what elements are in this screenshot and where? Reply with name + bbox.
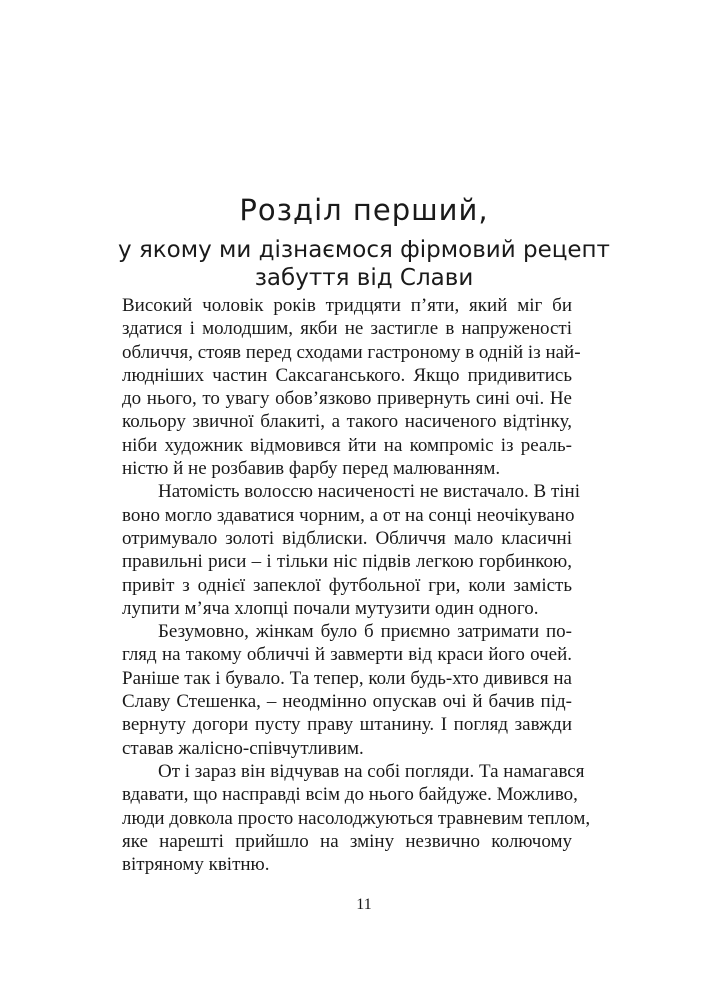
text-line: Високий чоловік років тридцяти п’яти, який міг би (122, 295, 572, 316)
text-line: вітряному квітню. (122, 854, 270, 876)
text-line: правильні риси – і тільки ніс підвів легкою горбинкою, (122, 551, 572, 573)
text-line: до нього, то увагу обов’язково привернуть сині очі. Не (122, 388, 572, 410)
text-line: Раніше так і бувало. Та тепер, коли будь-хто дивився на (122, 667, 572, 689)
text-line: гляд на такому обличчі й завмерти від краси його очей. (122, 644, 572, 666)
text-line: ніби художник відмовився йти на компроміс із реаль- (122, 434, 572, 456)
text-line: вдавати, що насправді всім до нього байдуже. Можливо, (122, 784, 578, 806)
text-line: Славу Стешенка, – неодмінно опускав очі й бачив під- (122, 691, 572, 713)
text-line: обличчя, стояв перед сходами гастроному в одній із най- (122, 341, 581, 363)
subtitle-line: забуття від Слави (254, 265, 474, 291)
subtitle-line: у якому ми дізнаємося фірмовий рецепт (118, 237, 610, 263)
text-line: ставав жалісно-співчутливим. (122, 737, 364, 759)
page-number: 11 (356, 896, 372, 913)
text-line: Натомість волоссю насиченості не вистачало. В тіні (158, 481, 580, 503)
text-line: Безумовно, жінкам було б приємно затримати по- (158, 621, 572, 643)
text-line: люди довкола просто насолоджуються травневим теплом, (122, 807, 591, 829)
text-line: От і зараз він відчував на собі погляди. Та намагався (158, 760, 585, 782)
text-line: вернуту догори пусту праву штанину. І погляд завжди (122, 714, 572, 736)
body-text (122, 294, 591, 876)
text-line: людніших частин Саксаганського. Якщо придивитись (122, 364, 572, 386)
text-line: здатися і молодшим, якби не застигле в напруженості (122, 318, 572, 340)
text-line: яке нарешті прийшло на зміну незвично колючому (122, 830, 572, 852)
text-line: отримувало золоті відблиски. Обличчя мало класичні (122, 527, 572, 549)
chapter-subtitle (0, 236, 728, 292)
chapter-title: Розділ перший, (239, 193, 489, 227)
text-line: кольору звичної блакиті, а такого насиченого відтінку, (122, 411, 572, 433)
text-line: лупити м’яча хлопці почали мутузити один одного. (122, 597, 539, 619)
text-line: привіт з однієї запеклої футбольної гри, коли замість (122, 574, 572, 596)
text-line: воно могло здаватися чорним, а от на сонці неочікувано (122, 504, 575, 526)
text-line: ністю й не розбавив фарбу перед малюванням. (122, 458, 501, 480)
